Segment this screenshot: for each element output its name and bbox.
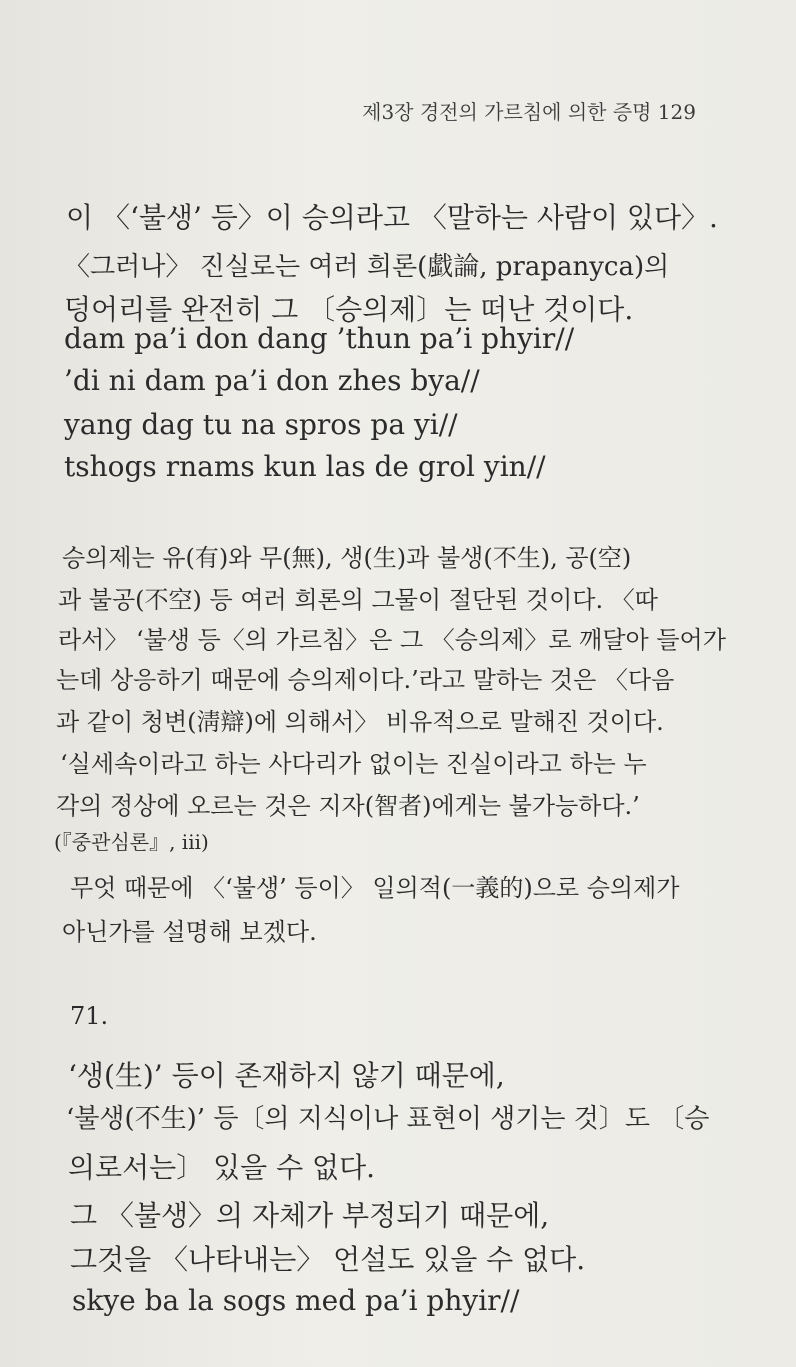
commentary-line-8: (『중관심론』, iii) [54, 830, 209, 854]
verse71-line-2: ‘불생(不生)’ 등〔의 지식이나 표현이 생기는 것〕도 〔승 [66, 1104, 710, 1134]
commentary-line-5: 과 같이 청변(淸辯)에 의해서〉 비유적으로 말해진 것이다. [56, 708, 664, 736]
verse1-line-3: 덩어리를 완전히 그 〔승의제〕는 떠난 것이다. [64, 293, 634, 326]
verse71-line-4: 그 〈불생〉의 자체가 부정되기 때문에, [70, 1199, 550, 1232]
commentary-line-9: 무엇 때문에 〈‘불생’ 등이〉 일의적(一義的)으로 승의제가 [70, 874, 680, 902]
commentary-line-6: ‘실세속이라고 하는 사다리가 없이는 진실이라고 하는 누 [60, 750, 647, 778]
verse71-line-5: 그것을 〈나타내는〉 언설도 있을 수 없다. [70, 1243, 586, 1276]
verse71-line-3: 의로서는〕 있을 수 없다. [68, 1151, 376, 1184]
commentary-line-1: 승의제는 유(有)와 무(無), 생(生)과 불생(不生), 공(空) [62, 544, 632, 572]
verse-number: 71. [70, 1002, 109, 1030]
commentary-line-7: 각의 정상에 오르는 것은 지자(智者)에게는 불가능하다.’ [56, 792, 640, 820]
verse71-line-1: ‘생(生)’ 등이 존재하지 않기 때문에, [68, 1059, 505, 1092]
commentary-line-4: 는데 상응하기 때문에 승의제이다.’라고 말하는 것은 〈다음 [56, 666, 675, 694]
commentary-line-2: 과 불공(不空) 등 여러 희론의 그물이 절단된 것이다. 〈따 [58, 586, 658, 614]
commentary-line-10: 아닌가를 설명해 보겠다. [62, 918, 317, 946]
verse1-line-1: 이 〈‘불생’ 등〉이 승의라고 〈말하는 사람이 있다〉. [66, 201, 718, 234]
verse71-line-6: skye ba la sogs med pa’i phyir// [72, 1284, 520, 1317]
verse1-line-5: ’di ni dam pa’i don zhes bya// [64, 364, 480, 397]
running-header: 제3장 경전의 가르침에 의한 증명 129 [362, 100, 696, 124]
verse1-line-4: dam pa’i don dang ’thun pa’i phyir// [64, 322, 575, 355]
verse1-line-7: tshogs rnams kun las de grol yin// [64, 450, 546, 483]
commentary-line-3: 라서〉 ‘불생 등〈의 가르침〉은 그 〈승의제〉로 깨달아 들어가 [58, 626, 726, 654]
verse1-line-6: yang dag tu na spros pa yi// [64, 408, 458, 441]
verse1-line-2: 〈그러나〉 진실로는 여러 희론(戱論, prapanyca)의 [64, 252, 670, 282]
